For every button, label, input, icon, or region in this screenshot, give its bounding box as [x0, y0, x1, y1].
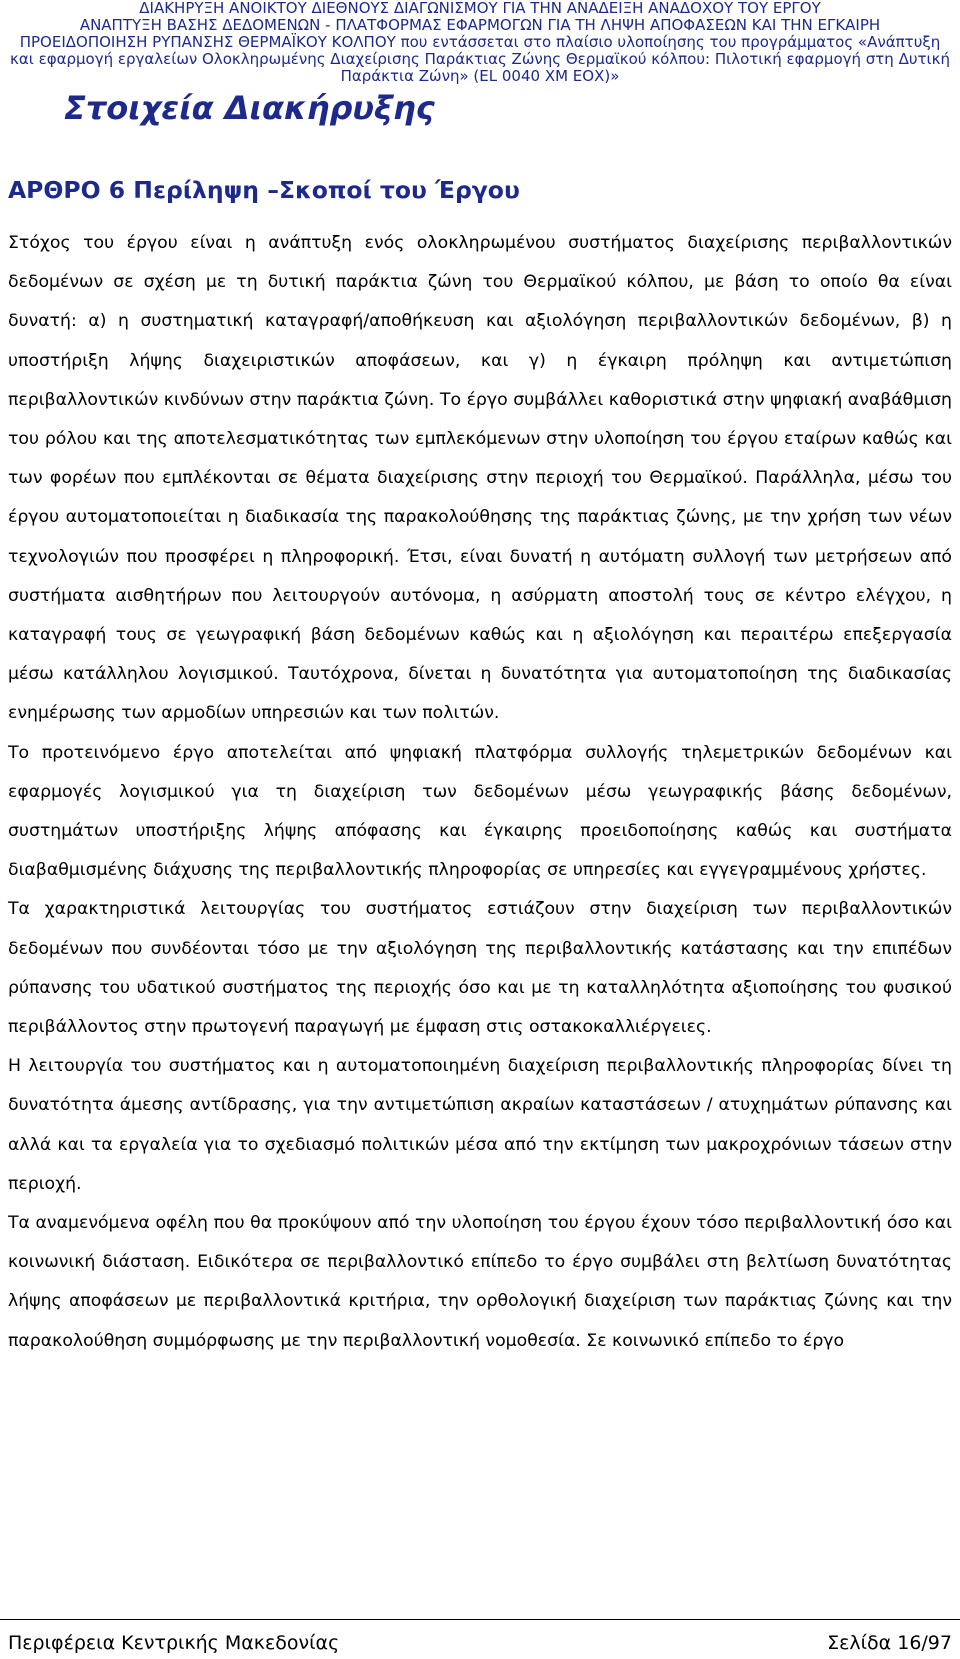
footer-page-number: Σελίδα 16/97 — [827, 1632, 952, 1654]
body-paragraph: Στόχος του έργου είναι η ανάπτυξη ενός ολοκληρωμένου συστήματος διαχείρισης περιβαλλοντικών δεδομένων σε σχέση με τη δυτική παράκτια ζώνη του Θερμαϊκού κόλπου, με βάση το οποίο θα είναι δυνατή: α) η συστηματική καταγραφή/αποθήκευση και αξιολόγηση περιβαλλοντικών δεδομένων, β) η υποστήριξη λήψης διαχειριστικών αποφάσεων, και γ) η έγκαιρη πρόληψη και αντιμετώπιση περιβαλλοντικών κινδύνων στην παράκτια ζώνη. Το έργο συμβάλλει καθοριστικά στην ψηφιακή αναβάθμιση του ρόλου και της αποτελεσματικότητας των εμπλεκόμενων στην υλοποίηση του έργου εταίρων καθώς και των φορέων που εμπλέκονται σε θέματα διαχείρισης στην περιοχή του Θερμαϊκού. Παράλληλα, μέσω του έργου αυτοματοποιείται η διαδικασία της παρακολούθησης της παράκτιας ζώνης, με την χρήση των νέων τεχνολογιών που προσφέρει η πληροφορική. Έτσι, είναι δυνατή η αυτόματη συλλογή των μετρήσεων από συστήματα αισθητήρων που λειτουργούν αυτόνομα, η ασύρματη αποστολή τους σε κέντρο ελέγχου, η καταγραφή τους σε γεωγραφική βάση δεδομένων καθώς και η αξιολόγηση και περαιτέρω επεξεργασία μέσω κατάλληλου λογισμικού. Ταυτόχρονα, δίνεται η δυνατότητα για αυτοματοποίηση της διαδικασίας ενημέρωσης των αρμοδίων υπηρεσιών και των πολιτών. — [8, 233, 952, 724]
article-title: ΑΡΘΡΟ 6 Περίληψη –Σκοποί του Έργου — [8, 176, 520, 204]
footer-divider — [0, 1619, 960, 1620]
header-line: ΔΙΑΚΗΡΥΞΗ ΑΝΟΙΚΤΟΥ ΔΙΕΘΝΟΥΣ ΔΙΑΓΩΝΙΣΜΟΥ ΓΙΑ ΤΗΝ ΑΝΑΔΕΙΞΗ ΑΝΑΔΟΧΟΥ ΤΟΥ ΕΡΓΟΥ — [139, 0, 821, 17]
header-line: και εφαρμογή εργαλείων Ολοκληρωμένης Διαχείρισης Παράκτιας Ζώνης Θερμαϊκού κόλπου: Πιλοτική εφαρμογή στη Δυτική — [10, 50, 950, 68]
header-line: ΑΝΑΠΤΥΞΗ ΒΑΣΗΣ ΔΕΔΟΜΕΝΩΝ - ΠΛΑΤΦΟΡΜΑΣ ΕΦΑΡΜΟΓΩΝ ΓΙΑ ΤΗ ΛΗΨΗ ΑΠΟΦΑΣΕΩΝ ΚΑΙ ΤΗΝ ΕΓΚΑΙΡΗ — [79, 16, 881, 34]
header-line: ΠΡΟΕΙΔΟΠΟΙΗΣΗ ΡΥΠΑΝΣΗΣ ΘΕΡΜΑΪΚΟΥ ΚΟΛΠΟΥ που εντάσσεται στο πλαίσιο υλοποίησης του προγράμματος «Ανάπτυξη — [19, 33, 941, 51]
body-paragraph: Η λειτουργία του συστήματος και η αυτοματοποιημένη διαχείριση περιβαλλοντικής πληροφορίας δίνει τη δυνατότητα άμεσης αντίδρασης, για την αντιμετώπιση ακραίων καταστάσεων / ατυχημάτων ρύπανσης και αλλά και τα εργαλεία για το σχεδιασμό πολιτικών μέσα από την εκτίμηση των μακροχρόνιων τάσεων στην περιοχή. — [8, 1056, 952, 1194]
body-paragraph: Τα χαρακτηριστικά λειτουργίας του συστήματος εστιάζουν στην διαχείριση των περιβαλλοντικών δεδομένων που συνδέονται τόσο με την αξιολόγηση της περιβαλλοντικής κατάστασης και την επιπέδων ρύπανσης του υδατικού συστήματος της περιοχής όσο και με τη καταλληλότητα αξιοποίησης του φυσικού περιβάλλοντος στην πρωτογενή παραγωγή με έμφαση στις οστακοκαλλιέργειες. — [8, 899, 952, 1038]
document-header — [0, 0, 960, 85]
section-title: Στοιχεία Διακήρυξης — [64, 89, 435, 127]
footer-organization: Περιφέρεια Κεντρικής Μακεδονίας — [8, 1632, 340, 1654]
body-paragraph: Τα αναμενόμενα οφέλη που θα προκύψουν από την υλοποίηση του έργου έχουν τόσο περιβαλλοντική όσο και κοινωνική διάσταση. Ειδικότερα σε περιβαλλοντικό επίπεδο το έργο συμβάλει στη βελτίωση δυνατότητας λήψης αποφάσεων με περιβαλλοντικά κριτήρια, την ορθολογική διαχείριση των παράκτιας ζώνης και την παρακολούθηση συμμόρφωσης με την περιβαλλοντική νομοθεσία. Σε κοινωνικό επίπεδο το έργο — [8, 1213, 952, 1351]
body-paragraph: Το προτεινόμενο έργο αποτελείται από ψηφιακή πλατφόρμα συλλογής τηλεμετρικών δεδομένων και εφαρμογές λογισμικού για τη διαχείριση των δεδομένων μέσω γεωγραφικής βάσης δεδομένων, συστημάτων υποστήριξης λήψης απόφασης και έγκαιρης προειδοποίησης καθώς και συστήματα διαβαθμισμένης διάχυσης της περιβαλλοντικής πληροφορίας σε υπηρεσίες και εγγεγραμμένους χρήστες. — [8, 742, 952, 881]
document-body — [8, 224, 952, 1361]
header-line: Παράκτια Ζώνη» (EL 0040 ΧΜ ΕΟΧ)» — [340, 67, 620, 85]
